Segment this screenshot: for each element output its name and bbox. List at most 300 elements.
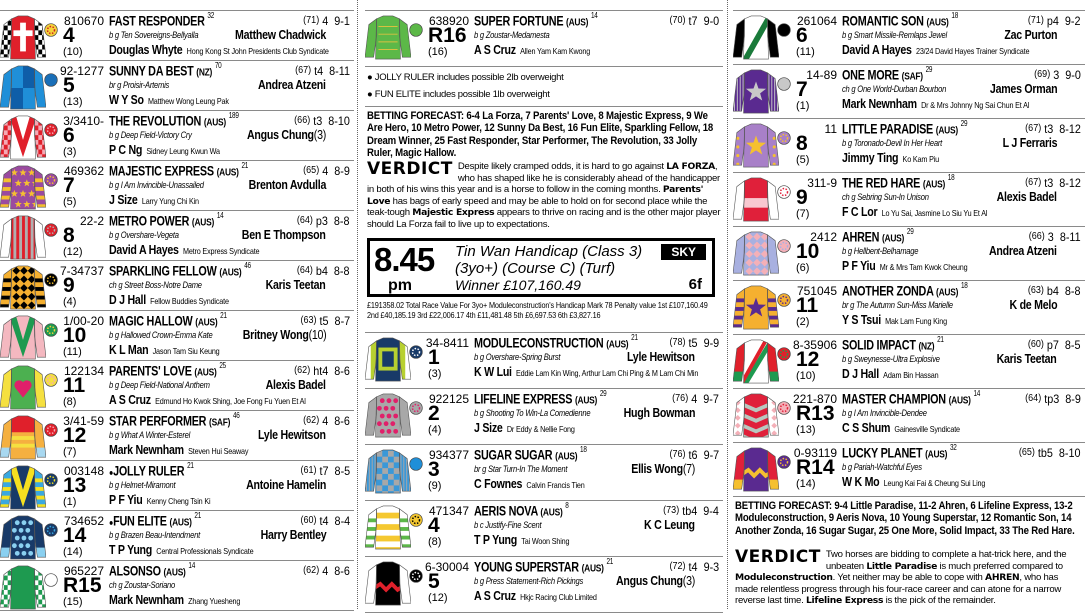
jockey — [258, 78, 326, 92]
jockey — [623, 406, 695, 420]
jockey-cap-icon — [44, 373, 58, 387]
saddlecloth-number: 8 — [63, 224, 75, 247]
rating-weight — [1025, 122, 1081, 136]
saddlecloth-number: 12 — [796, 348, 820, 371]
official-rating: (60) — [300, 515, 317, 526]
trainer — [109, 43, 329, 57]
owner: Gainesville Syndicate — [894, 424, 960, 434]
barrier-draw: (11) — [796, 46, 815, 58]
runner-row[interactable] — [0, 311, 354, 361]
runner-row[interactable] — [733, 65, 1085, 119]
horse-name[interactable] — [474, 559, 613, 575]
horse-name[interactable] — [474, 503, 569, 519]
horse-name[interactable] — [109, 463, 194, 479]
weight: 8-8 — [1065, 284, 1081, 298]
runner-row[interactable] — [0, 561, 354, 611]
trainer — [842, 259, 967, 273]
equipment-age: 4 — [322, 414, 329, 428]
recent-form: 810670 — [63, 14, 104, 28]
jockey — [631, 462, 695, 476]
rating-weight — [669, 14, 719, 28]
country-suffix: (AUS) — [936, 286, 959, 299]
note-text: JOLLY RULER includes possible 2lb overweight — [374, 72, 564, 83]
racing-silks-icon — [733, 15, 779, 61]
weight: 8-7 — [334, 314, 350, 328]
breeding: b g I Am Invincible-Dendee — [842, 408, 927, 419]
racing-silks-icon — [0, 165, 46, 211]
official-rating: (71) — [303, 15, 320, 26]
equipment-age: t4 — [319, 514, 329, 528]
jockey-name: Lyle Hewitson — [627, 350, 695, 364]
horse-name-text: ROMANTIC SON — [842, 13, 924, 29]
runner-row[interactable] — [365, 445, 723, 501]
country-suffix: (AUS) — [948, 394, 971, 407]
barrier-draw: (8) — [428, 536, 442, 548]
recent-form: 469362 — [63, 164, 104, 178]
saddlecloth-number: 8 — [796, 132, 808, 155]
jockey-name: Matthew Chadwick — [235, 28, 326, 42]
rating-weight — [294, 114, 350, 128]
owner: Hkjc Racing Club Limited — [520, 592, 597, 602]
owner: Metro Express Syndicate — [182, 246, 260, 256]
horse-name[interactable] — [474, 447, 587, 463]
horse-name-text: SUPER FORTUNE — [474, 13, 564, 29]
horse-name[interactable] — [842, 67, 932, 83]
official-rating: (70) — [669, 15, 686, 26]
jockey-cap-icon — [44, 473, 58, 487]
runner-row[interactable] — [733, 443, 1085, 497]
jockey — [1009, 298, 1057, 312]
verdict — [735, 549, 1083, 607]
overweight-dot-icon: ● — [109, 517, 114, 528]
equipment-age: t4 — [688, 560, 698, 574]
recent-form: 122134 — [63, 364, 104, 378]
trainer-name: A S Cruz — [474, 43, 516, 57]
country-suffix: (AUS) — [926, 16, 949, 29]
race-time: 8.45 — [374, 241, 435, 278]
jockey-name: Angus Chung — [615, 574, 683, 588]
owner: Sidney Leung Kwun Wa — [146, 146, 220, 156]
owner: Central Professionals Syndicate — [156, 546, 254, 556]
horse-name-text: FUN ELITE — [113, 513, 167, 529]
weight: 8-9 — [1065, 392, 1081, 406]
official-rating: (60) — [1028, 339, 1045, 350]
saddlecloth-number: 4 — [428, 514, 440, 537]
saddlecloth-number: 2 — [428, 402, 440, 425]
weight: 8-6 — [334, 414, 350, 428]
recent-form: 311-9 — [807, 176, 837, 190]
horse-name[interactable] — [109, 563, 195, 579]
runner-row[interactable] — [365, 11, 723, 67]
runner-row[interactable] — [733, 173, 1085, 227]
weight: 8-10 — [1059, 446, 1081, 460]
jockey-name: Lyle Hewitson — [258, 428, 326, 442]
horse-name-text: LUCKY PLANET — [842, 445, 923, 461]
equipment-age: tp3 — [1044, 392, 1060, 406]
jockey-name: James Orman — [989, 82, 1057, 96]
trainer-name: K L Man — [109, 343, 149, 357]
jockey-name: Andrea Atzeni — [258, 78, 326, 92]
official-rating: (67) — [1025, 177, 1042, 188]
runner-row[interactable] — [0, 111, 354, 161]
breeding: b g Toronado-Devil In Her Heart — [842, 138, 942, 149]
trainer — [109, 243, 259, 257]
days-since-run: 14 — [590, 11, 598, 20]
saddlecloth-number: 13 — [63, 474, 87, 497]
rating-weight — [303, 414, 350, 428]
jockey-cap-icon — [409, 23, 423, 37]
runner-row[interactable] — [365, 333, 723, 389]
jockey-name: Harry Bentley — [260, 528, 326, 542]
recent-form: 11 — [824, 122, 837, 136]
official-rating: (69) — [1034, 69, 1051, 80]
recent-form: 3/41-59 — [63, 414, 104, 428]
days-since-run: 18 — [951, 11, 959, 20]
breeding: b g Overshare-Spring Burst — [474, 352, 561, 363]
racing-silks-icon — [733, 393, 779, 439]
saddlecloth-number: 7 — [63, 174, 75, 197]
racing-silks-icon — [0, 565, 46, 611]
recent-form: 922125 — [428, 392, 469, 406]
equipment-age: t7 — [319, 464, 329, 478]
recent-form: 934377 — [428, 448, 469, 462]
racing-silks-icon — [733, 123, 779, 169]
horse-name-text: ALSONSO — [109, 563, 161, 579]
official-rating: (64) — [297, 215, 314, 226]
trainer — [109, 443, 248, 457]
weight: 8-10 — [328, 114, 350, 128]
equipment-age: 4 — [322, 14, 329, 28]
recent-form: 734652 — [63, 514, 104, 528]
jockey-cap-icon — [409, 401, 423, 415]
owner: Calvin Francis Tien — [526, 480, 585, 490]
verdict — [367, 161, 721, 231]
runner-row[interactable] — [733, 389, 1085, 443]
horse-name[interactable] — [842, 337, 944, 353]
rating-weight — [1025, 176, 1081, 190]
saddlecloth-number: 14 — [63, 524, 87, 547]
racecard-column-left — [0, 0, 354, 609]
days-since-run: 8 — [565, 501, 569, 510]
race-header — [367, 238, 715, 297]
horse-name[interactable] — [474, 13, 598, 29]
jockey-name: Antoine Hamelin — [245, 478, 326, 492]
official-rating: (62) — [303, 415, 320, 426]
racing-silks-icon — [733, 447, 779, 493]
racing-silks-icon — [0, 15, 46, 61]
recent-form: 2412 — [810, 230, 837, 244]
horse-name[interactable] — [109, 313, 227, 329]
days-since-run: 21 — [187, 461, 194, 470]
horse-name[interactable] — [109, 113, 239, 129]
official-rating: (63) — [1028, 285, 1045, 296]
country-suffix: (AUS) — [566, 16, 589, 29]
recent-form: 261064 — [796, 14, 837, 28]
jockey-name: Brenton Avdulla — [248, 178, 326, 192]
jockey — [249, 178, 326, 192]
saddlecloth-number: 6 — [63, 124, 75, 147]
trainer-name: D J Hall — [842, 367, 879, 381]
weight: 9-9 — [703, 336, 719, 350]
runner-row[interactable] — [0, 261, 354, 311]
barrier-draw: (4) — [428, 424, 442, 436]
horse-name-text: AERIS NOVA — [474, 503, 538, 519]
verdict-highlight: Little Paradise — [866, 560, 938, 572]
verdict-text: . Yet neither may be able to cope with — [832, 572, 986, 584]
jockey-cap-icon — [777, 293, 791, 307]
equipment-age: p4 — [1047, 14, 1060, 28]
trainer — [474, 365, 698, 379]
weight: 8-12 — [1059, 176, 1081, 190]
rating-weight — [297, 264, 350, 278]
saddlecloth-number: 7 — [796, 78, 808, 101]
breeding: b g Zoustar-Medamesta — [474, 30, 550, 41]
barrier-draw: (7) — [63, 446, 77, 458]
horse-name-text: ANOTHER ZONDA — [842, 283, 934, 299]
jockey-name: Angus Chung — [246, 128, 314, 142]
equipment-age: 3 — [1053, 68, 1060, 82]
weight: 8-6 — [334, 364, 350, 378]
trainer — [842, 205, 987, 219]
breeding: b c Justify-Fine Scent — [474, 520, 542, 531]
days-since-run: 70 — [214, 61, 222, 70]
days-since-run: 25 — [219, 361, 226, 370]
weight: 8-8 — [334, 214, 350, 228]
country-suffix: (AUS) — [540, 506, 563, 519]
horse-name[interactable] — [474, 335, 638, 351]
jockey-cap-icon — [44, 123, 58, 137]
rating-weight — [663, 504, 719, 518]
rating-weight — [1025, 392, 1081, 406]
recent-form: 3/3410- — [63, 114, 104, 128]
jockey — [616, 574, 695, 588]
horse-name[interactable] — [109, 263, 251, 279]
country-suffix: (AUS) — [581, 562, 604, 575]
horse-name[interactable] — [842, 175, 954, 191]
saddlecloth-number: 9 — [63, 274, 75, 297]
recent-form: 965227 — [63, 564, 104, 578]
horse-name-text: MAJESTIC EXPRESS — [109, 163, 214, 179]
runner-row[interactable] — [0, 61, 354, 111]
weight: 8-6 — [334, 564, 350, 578]
recent-form: 1/00-20 — [63, 314, 104, 328]
equipment-age: 3 — [1048, 230, 1055, 244]
verdict-text: , who has made relentless progress through his four-race career and can atone for a narrow reverse last time. — [735, 572, 1062, 607]
trainer — [842, 367, 938, 381]
horse-name[interactable] — [109, 13, 214, 29]
trainer-name: Y S Tsui — [842, 313, 881, 327]
runner-row[interactable] — [0, 511, 354, 561]
breeding: b g Shooting To Win-La Comedienne — [474, 408, 591, 419]
saddlecloth-number: 12 — [63, 424, 87, 447]
recent-form: 221-870 — [792, 392, 837, 406]
racing-silks-icon — [365, 561, 411, 607]
runner-row[interactable] — [365, 501, 723, 557]
barrier-draw: (8) — [63, 396, 77, 408]
jockey-cap-icon — [44, 173, 58, 187]
saddlecloth-number: R15 — [63, 574, 102, 597]
barrier-draw: (3) — [63, 146, 77, 158]
runner-row[interactable] — [0, 161, 354, 211]
jockey — [266, 378, 326, 392]
saddlecloth-number: 6 — [796, 24, 808, 47]
runner-row[interactable] — [733, 227, 1085, 281]
barrier-draw: (3) — [428, 368, 442, 380]
owner: Mr & Mrs Tam Kwok Cheung — [879, 262, 968, 272]
jockey-name: K de Melo — [1009, 298, 1057, 312]
equipment-age: tb5 — [1038, 446, 1054, 460]
breeding: ch g Zoustar-Soriano — [109, 580, 176, 591]
official-rating: (63) — [300, 315, 317, 326]
horse-name[interactable] — [842, 445, 957, 461]
runner-row[interactable] — [0, 11, 354, 61]
barrier-draw: (4) — [63, 296, 77, 308]
trainer — [109, 593, 240, 607]
saddlecloth-number: 10 — [63, 324, 87, 347]
rating-weight — [669, 560, 719, 574]
runner-row[interactable] — [733, 119, 1085, 173]
days-since-run: 14 — [188, 561, 196, 570]
racing-silks-icon — [365, 505, 411, 551]
jockey-name: Alexis Badel — [265, 378, 326, 392]
trainer-name: J Size — [474, 421, 503, 435]
horse-name[interactable] — [842, 229, 914, 245]
overweight-note: ● FUN ELITE includes possible 1lb overweight — [367, 89, 550, 100]
jockey — [1004, 28, 1057, 42]
verdict-highlight: Majestic Express — [412, 207, 495, 219]
horse-name-text: MODULECONSTRUCTION — [474, 335, 604, 351]
rating-weight — [1028, 14, 1081, 28]
horse-name-text: PARENTS' LOVE — [109, 363, 192, 379]
jockey-name: Ben E Thompson — [242, 228, 326, 242]
runner-row[interactable] — [0, 211, 354, 261]
horse-name[interactable] — [109, 213, 223, 229]
trainer — [109, 393, 306, 407]
trainer — [842, 43, 1029, 57]
weight: 8-11 — [1060, 230, 1081, 244]
verdict-label: VERDICT — [735, 547, 821, 567]
horse-name[interactable] — [842, 283, 968, 299]
jockey — [997, 352, 1057, 366]
runner-row[interactable] — [365, 557, 723, 613]
rating-weight — [300, 314, 350, 328]
barrier-draw: (7) — [796, 208, 810, 220]
breeding: b g Overshare-Vegeta — [109, 230, 179, 241]
racing-silks-icon — [0, 365, 46, 411]
horse-name[interactable] — [474, 391, 607, 407]
horse-name[interactable] — [109, 363, 226, 379]
trainer — [842, 421, 960, 435]
country-suffix: (AUS) — [935, 124, 958, 137]
barrier-draw: (14) — [796, 478, 816, 490]
country-suffix: (SAF) — [901, 70, 923, 83]
horse-name[interactable] — [842, 121, 967, 137]
jockey — [242, 228, 326, 242]
verdict-highlight: Parents' Love — [367, 184, 704, 207]
jockey-name: Ellis Wong — [631, 462, 683, 476]
trainer — [109, 293, 229, 307]
horse-name[interactable] — [109, 63, 222, 79]
trainer — [109, 343, 220, 357]
horse-name[interactable] — [842, 391, 980, 407]
saddlecloth-number: 5 — [63, 74, 75, 97]
trainer-name: K W Lui — [474, 365, 512, 379]
horse-name[interactable] — [109, 513, 201, 529]
horse-name-text: SPARKLING FELLOW — [109, 263, 217, 279]
jockey-name: Karis Teetan — [997, 352, 1057, 366]
equipment-age: ht4 — [313, 364, 329, 378]
rating-weight — [669, 448, 719, 462]
betting-forecast: BETTING FORECAST: 6-4 La Forza, 7 Parents' Love, 8 Majestic Express, 9 We Are Hero, 10 Metro Power, 12 Sunny Da Best, 16 Fun Elite, Sparkling Fellow, 18 Dream Winner, 25 Fast Responder, Star Performer, The Revolution, 33 Jolly Ruler, Magic Hallow. — [367, 110, 714, 160]
owner: Zhang Yuesheng — [188, 596, 241, 606]
divider — [365, 106, 723, 107]
saddlecloth-number: 3 — [428, 458, 440, 481]
rating-weight — [1029, 230, 1081, 244]
jockey — [997, 190, 1057, 204]
barrier-draw: (12) — [63, 246, 83, 258]
saddlecloth-number: 9 — [796, 186, 808, 209]
jockey-cap-icon — [777, 401, 791, 415]
equipment-age: t5 — [688, 336, 698, 350]
equipment-age: t7 — [688, 14, 698, 28]
runner-row[interactable] — [733, 335, 1085, 389]
breeding: b g Press Statement-Rich Pickings — [474, 576, 584, 587]
recent-form: 92-1277 — [59, 64, 104, 78]
days-since-run: 21 — [241, 161, 249, 170]
country-suffix: (AUS) — [216, 166, 239, 179]
equipment-age: t3 — [1044, 176, 1054, 190]
weight: 9-0 — [703, 14, 719, 28]
owner: Kenny Cheng Tsin Ki — [146, 496, 211, 506]
trainer — [842, 313, 947, 327]
racing-silks-icon — [365, 337, 411, 383]
runner-row[interactable] — [0, 411, 354, 461]
rating-weight — [303, 564, 350, 578]
breeding: ch g One World-Durban Bourbon — [842, 84, 947, 95]
jockey-name: Zac Purton — [1004, 28, 1057, 42]
runner-row[interactable] — [365, 389, 723, 445]
verdict-label: VERDICT — [367, 159, 453, 179]
runner-row[interactable] — [0, 361, 354, 411]
breeding: b g Hellbent-Belhamage — [842, 246, 919, 257]
jockey-cap-icon — [44, 323, 58, 337]
trainer-name: Douglas Whyte — [109, 43, 183, 57]
barrier-draw: (6) — [796, 262, 810, 274]
country-suffix: (AUS) — [203, 116, 226, 129]
trainer — [842, 475, 985, 489]
runner-row[interactable] — [0, 461, 354, 511]
jockey — [247, 128, 326, 142]
note-text: FUN ELITE includes possible 1lb overweight — [374, 89, 550, 100]
jockey-cap-icon — [409, 513, 423, 527]
days-since-run: 32 — [949, 443, 957, 452]
barrier-draw: (9) — [428, 480, 442, 492]
jockey — [266, 278, 326, 292]
country-suffix: (AUS) — [922, 178, 946, 191]
runner-row[interactable] — [733, 281, 1085, 335]
breeding: ch g Sebring Sun-In Unison — [842, 192, 929, 203]
jockey-cap-icon — [44, 423, 58, 437]
barrier-draw: (11) — [63, 346, 82, 358]
country-suffix: (SAF) — [209, 416, 231, 429]
horse-name[interactable] — [109, 413, 240, 429]
horse-name[interactable] — [109, 163, 248, 179]
breeding: b g What A Winter-Esterel — [109, 430, 191, 441]
runner-row[interactable] — [733, 11, 1085, 65]
saddlecloth-number: R14 — [796, 456, 835, 479]
country-suffix: (AUS) — [191, 216, 215, 229]
horse-name[interactable] — [842, 13, 958, 29]
